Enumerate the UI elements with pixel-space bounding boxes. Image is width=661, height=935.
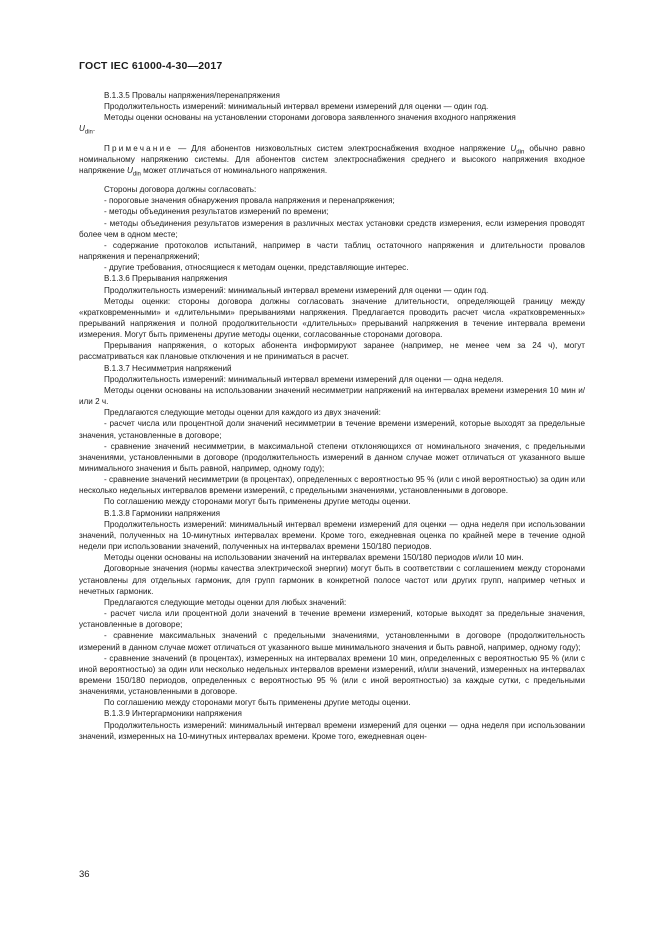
paragraph: Договорные значения (нормы качества электрической энергии) могут быть в соответствии с соглашением между сторонами установлены для отдельных гармоник, для групп гармоник в конкретной полосе частот или других групп, например четных и нечетных гармоник. <box>79 564 585 596</box>
note-paragraph: Примечание — Для абонентов низковольтных систем электроснабжения входное напряжение $U_{din}$ обычно равно номинальному напряжению системы. Для абонентов систем электроснабжения среднего и высокого напряжения входное напряжение $U_{din}$ может отличаться от номинального напряжения. <box>79 143 585 178</box>
paragraph: Продолжительность измерений: минимальный интервал времени измерений для оценки — одна неделя при использовании значений, измеренных на 10-минутных интервалах времени. Кроме того, ежедневная оцен- <box>79 720 585 741</box>
list-item: - сравнение значений несимметрии, в максимальной степени отклоняющихся от номинального значения, с предельными значениями, установленными в договоре (продолжительность измерений в данном случае может отличаться от указанного выше минимального значения и быть равной, например, одному году); <box>79 441 585 473</box>
list-item: - расчет числа или процентной доли значений несимметрии в течение времени измерений, которые выходят за предельные значения, установленные в договоре; <box>79 419 585 440</box>
paragraph: По соглашению между сторонами могут быть применены другие методы оценки. <box>104 497 411 507</box>
list-item: - сравнение максимальных значений с предельными значениями, установленными в договоре (продолжительность измерений в данном случае может отличаться от указанного выше минимального значения и быть равной, например, одному году); <box>79 631 585 652</box>
list-item: - сравнение значений (в процентах), измеренных на интервалах времени 10 мин, определенных с вероятностью 95 % (или с иной вероятностью) за один или несколько недельных интервалов времени измерений, и/или значений, измеренных на интервалах времени 150/180 периодов, определенных с вероятностью 95 % (или с иной вероятностью) за каждые сутки, с предельными значениями, установленными в договоре. <box>79 653 585 697</box>
paragraph: Методы оценки основаны на установлении сторонами договора заявленного значения входного напряжения $U_{din}$. <box>79 113 516 137</box>
paragraph: Продолжительность измерений: минимальный интервал времени измерений для оценки — один год. <box>104 285 489 295</box>
paragraph: Прерывания напряжения, о которых абонента информируют заранее (например, не менее чем за 24 ч), могут рассматриваться как плановые отключения и не приниматься в расчет. <box>79 341 585 362</box>
paragraph: Методы оценки основаны на использовании значений на интервалах времени 150/180 периодов и/или 10 мин. <box>104 553 524 563</box>
paragraph: По соглашению между сторонами могут быть применены другие методы оценки. <box>104 698 411 708</box>
paragraph: Предлагаются следующие методы оценки для каждого из двух значений: <box>104 408 381 418</box>
list-item: - пороговые значения обнаружения провала напряжения и перенапряжения; <box>104 196 395 206</box>
paragraph: Стороны договора должны согласовать: <box>104 185 257 195</box>
paragraph: Продолжительность измерений: минимальный интервал времени измерений для оценки — одна неделя при использовании значений, полученных на 10-минутных интервалах времени. Кроме того, ежедневная оценка по крайней мере в течение одной недели при использовании значений, полученных на интервалах времени 150/180 периодов. <box>79 519 585 552</box>
section-heading: В.1.3.7 Несимметрия напряжений <box>104 363 232 373</box>
paragraph: Методы оценки: стороны договора должны согласовать значение длительности, определяющей границу между «кратковременными» и «длительными» прерываниями напряжения. Предлагается проводить расчет числа «кратковременных» прерываний напряжения и полной продолжительности «длительных» прерываний напряжения в течение интервала времени измерения. Могут быть применены другие методы оценки, согласованные сторонами договора. <box>79 296 585 340</box>
list-item: - содержание протоколов испытаний, например в части таблиц остаточного напряжения и длительности провалов напряжения и перенапряжений; <box>79 240 585 262</box>
page-number: 36 <box>79 869 90 880</box>
section-heading: В.1.3.8 Гармоники напряжения <box>104 508 221 518</box>
section-heading: В.1.3.6 Прерывания напряжения <box>104 274 228 284</box>
note-label: Примечание <box>104 143 174 153</box>
paragraph: Продолжительность измерений: минимальный интервал времени измерений для оценки — один год. <box>104 102 489 112</box>
list-item: - сравнение значений несимметрии (в процентах), определенных с вероятностью 95 % (или с иной вероятностью) за один или несколько недельных интервалов времени измерений, с предельными значениями, установленными в договоре. <box>79 475 585 496</box>
section-heading: В.1.3.9 Интергармоники напряжения <box>104 709 242 719</box>
paragraph: Продолжительность измерений: минимальный интервал времени измерений для оценки — одна неделя. <box>104 374 504 384</box>
section-heading: В.1.3.5 Провалы напряжения/перенапряжения <box>104 91 280 100</box>
paragraph: Методы оценки основаны на использовании значений несимметрии напряжений на интервалах времени измерения 10 мин и/или 2 ч. <box>79 385 585 407</box>
paragraph: Предлагаются следующие методы оценки для любых значений: <box>104 597 347 607</box>
list-item: - расчет числа или процентной доли значений в течение времени измерений, которые выходят за предельные значения, установленные в договоре; <box>79 609 585 630</box>
document-header: ГОСТ IEC 61000-4-30—2017 <box>79 60 223 72</box>
list-item: - методы объединения результатов измерений по времени; <box>104 207 329 217</box>
page-body <box>79 90 585 742</box>
list-item: - методы объединения результатов измерения в различных местах установки средств измерения, если измерения проводят более чем в одном месте; <box>79 218 585 239</box>
list-item: - другие требования, относящиеся к методам оценки, представляющие интерес. <box>104 263 409 273</box>
